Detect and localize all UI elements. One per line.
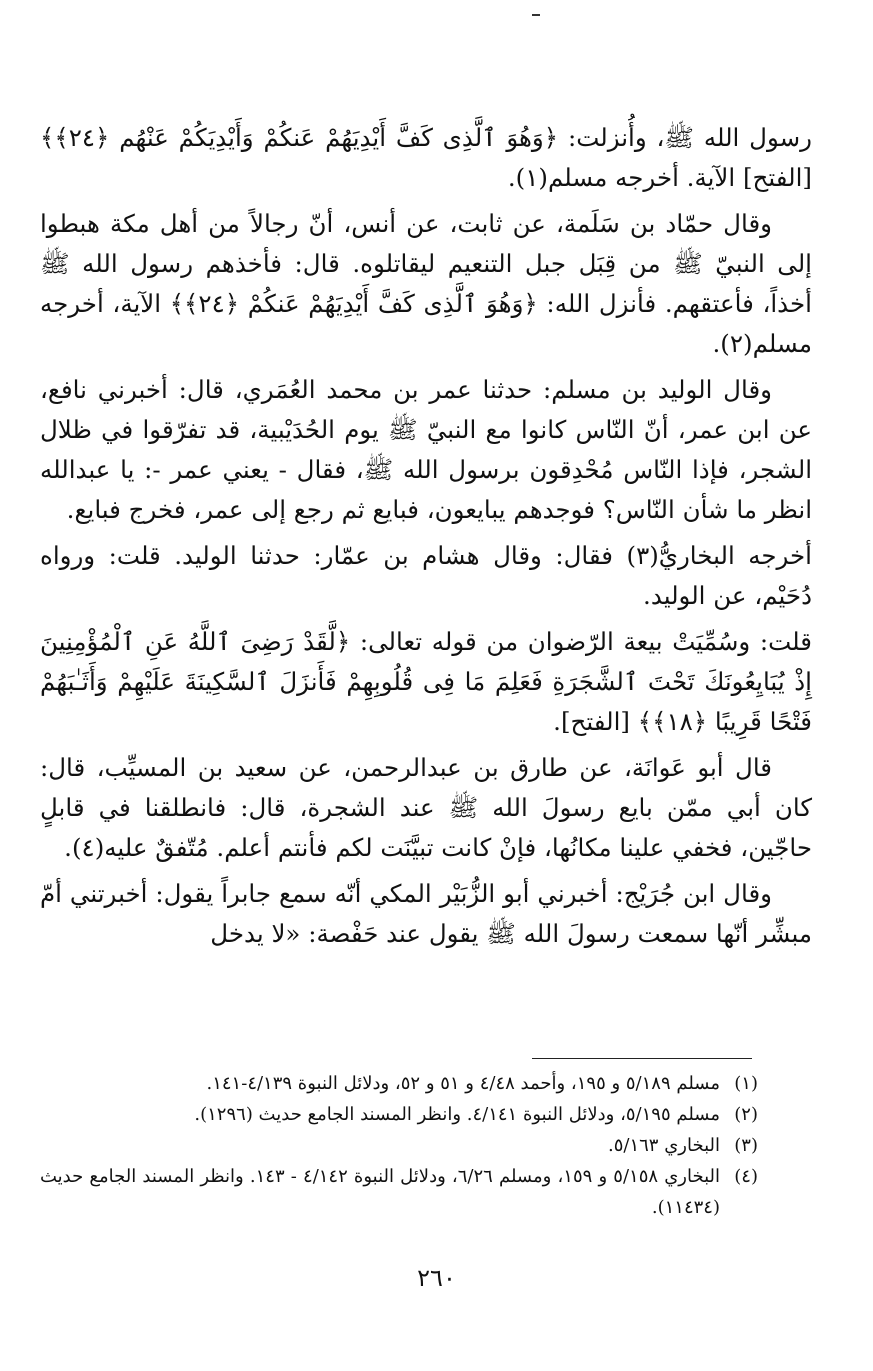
- paragraph: وقال ابن جُرَيْج: أخبرني أبو الزُّبَيْر المكي أنّه سمع جابراً يقول: أخبرتني أمّ مبشِّر أنّها سمعت رسولَ الله ﷺ يقول عند حَفْصة: «لا يدخل: [40, 879, 812, 948]
- footnote-number: (٢): [734, 1104, 758, 1125]
- paragraph: قال أبو عَوانَة، عن طارق بن عبدالرحمن، عن سعيد بن المسيِّب، قال: كان أبي ممّن بايع رسولَ الله ﷺ عند الشجرة، قال: فانطلقنا في قابلٍ حاجّين، فخفي علينا مكانُها، فإنْ كانت تبيَّنَت لكم فأنتم أعلم. مُتّفقٌ عليه(٤).: [40, 753, 812, 862]
- paragraph: أخرجه البخاريُّ(٣) فقال: وقال هشام بن عمّار: حدثنا الوليد. قلت: ورواه دُحَيْم، عن الوليد.: [40, 541, 812, 610]
- footnote: [40, 1068, 758, 1099]
- footnotes: [40, 1068, 758, 1223]
- footnote-number: (١): [734, 1073, 758, 1094]
- paragraph: قلت: وسُمِّيَتْ بيعة الرّضوان من قوله تعالى: ﴿لَّقَدْ رَضِىَ ٱللَّهُ عَنِ ٱلْمُؤْمِنِينَ إِذْ يُبَايِعُونَكَ تَحْتَ ٱلشَّجَرَةِ فَعَلِمَ مَا فِى قُلُوبِهِمْ فَأَنزَلَ ٱلسَّكِينَةَ عَلَيْهِمْ وَأَثَـٰبَهُمْ فَتْحًا قَرِيبًا ﴿١٨﴾﴾ [الفتح].: [40, 627, 812, 736]
- page-number: ٢٦٠: [417, 1264, 456, 1292]
- footnote: [40, 1161, 758, 1223]
- paragraph: وقال الوليد بن مسلم: حدثنا عمر بن محمد العُمَري، قال: أخبرني نافع، عن ابن عمر، أنّ النّاس كانوا مع النبيّ ﷺ يوم الحُدَيْبية، قد تفرّقوا في ظلال الشجر، فإذا النّاس مُحْدِقون برسول الله ﷺ، فقال - يعني عمر -: يا عبدالله انظر ما شأن النّاس؟ فوجدهم يبايعون، فبايع ثم رجع إلى عمر، فخرج فبايع.: [40, 375, 812, 524]
- footnote-text: مسلم ٥/١٩٥، ودلائل النبوة ٤/١٤١. وانظر المسند الجامع حديث (١٢٩٦).: [194, 1104, 720, 1125]
- footnote-number: (٤): [734, 1166, 758, 1187]
- paragraph: رسول الله ﷺ، وأُنزلت: ﴿وَهُوَ ٱلَّذِى كَفَّ أَيْدِيَهُمْ عَنكُمْ وَأَيْدِيَكُمْ عَنْهُم ﴿٢٤﴾﴾ [الفتح] الآية. أخرجه مسلم(١).: [40, 123, 812, 192]
- footnote: [40, 1130, 758, 1161]
- footnote-divider: [532, 1058, 752, 1059]
- footnote-text: مسلم ٥/١٨٩ و ١٩٥، وأحمد ٤/٤٨ و ٥١ و ٥٢، ودلائل النبوة ٤/١٣٩-١٤١.: [206, 1073, 720, 1094]
- footnote-text: البخاري ٥/١٦٣.: [607, 1135, 720, 1156]
- page-top-mark: [532, 14, 540, 16]
- paragraph: وقال حمّاد بن سَلَمة، عن ثابت، عن أنس، أنّ رجالاً من أهل مكة هبطوا إلى النبيّ ﷺ من قِبَل جبل التنعيم ليقاتلوه. قال: فأخذهم رسول الله ﷺ أخذاً، فأعتقهم. فأنزل الله: ﴿وَهُوَ ٱلَّذِى كَفَّ أَيْدِيَهُمْ عَنكُمْ ﴿٢٤﴾﴾ الآية، أخرجه مسلم(٢).: [40, 209, 812, 358]
- footnote: [40, 1099, 758, 1130]
- main-text: [40, 118, 812, 954]
- footnote-text: البخاري ٥/١٥٨ و ١٥٩، ومسلم ٦/٢٦، ودلائل النبوة ٤/١٤٢ - ١٤٣. وانظر المسند الجامع حديث (١١٤٣٤).: [40, 1166, 720, 1218]
- footnote-number: (٣): [734, 1135, 758, 1156]
